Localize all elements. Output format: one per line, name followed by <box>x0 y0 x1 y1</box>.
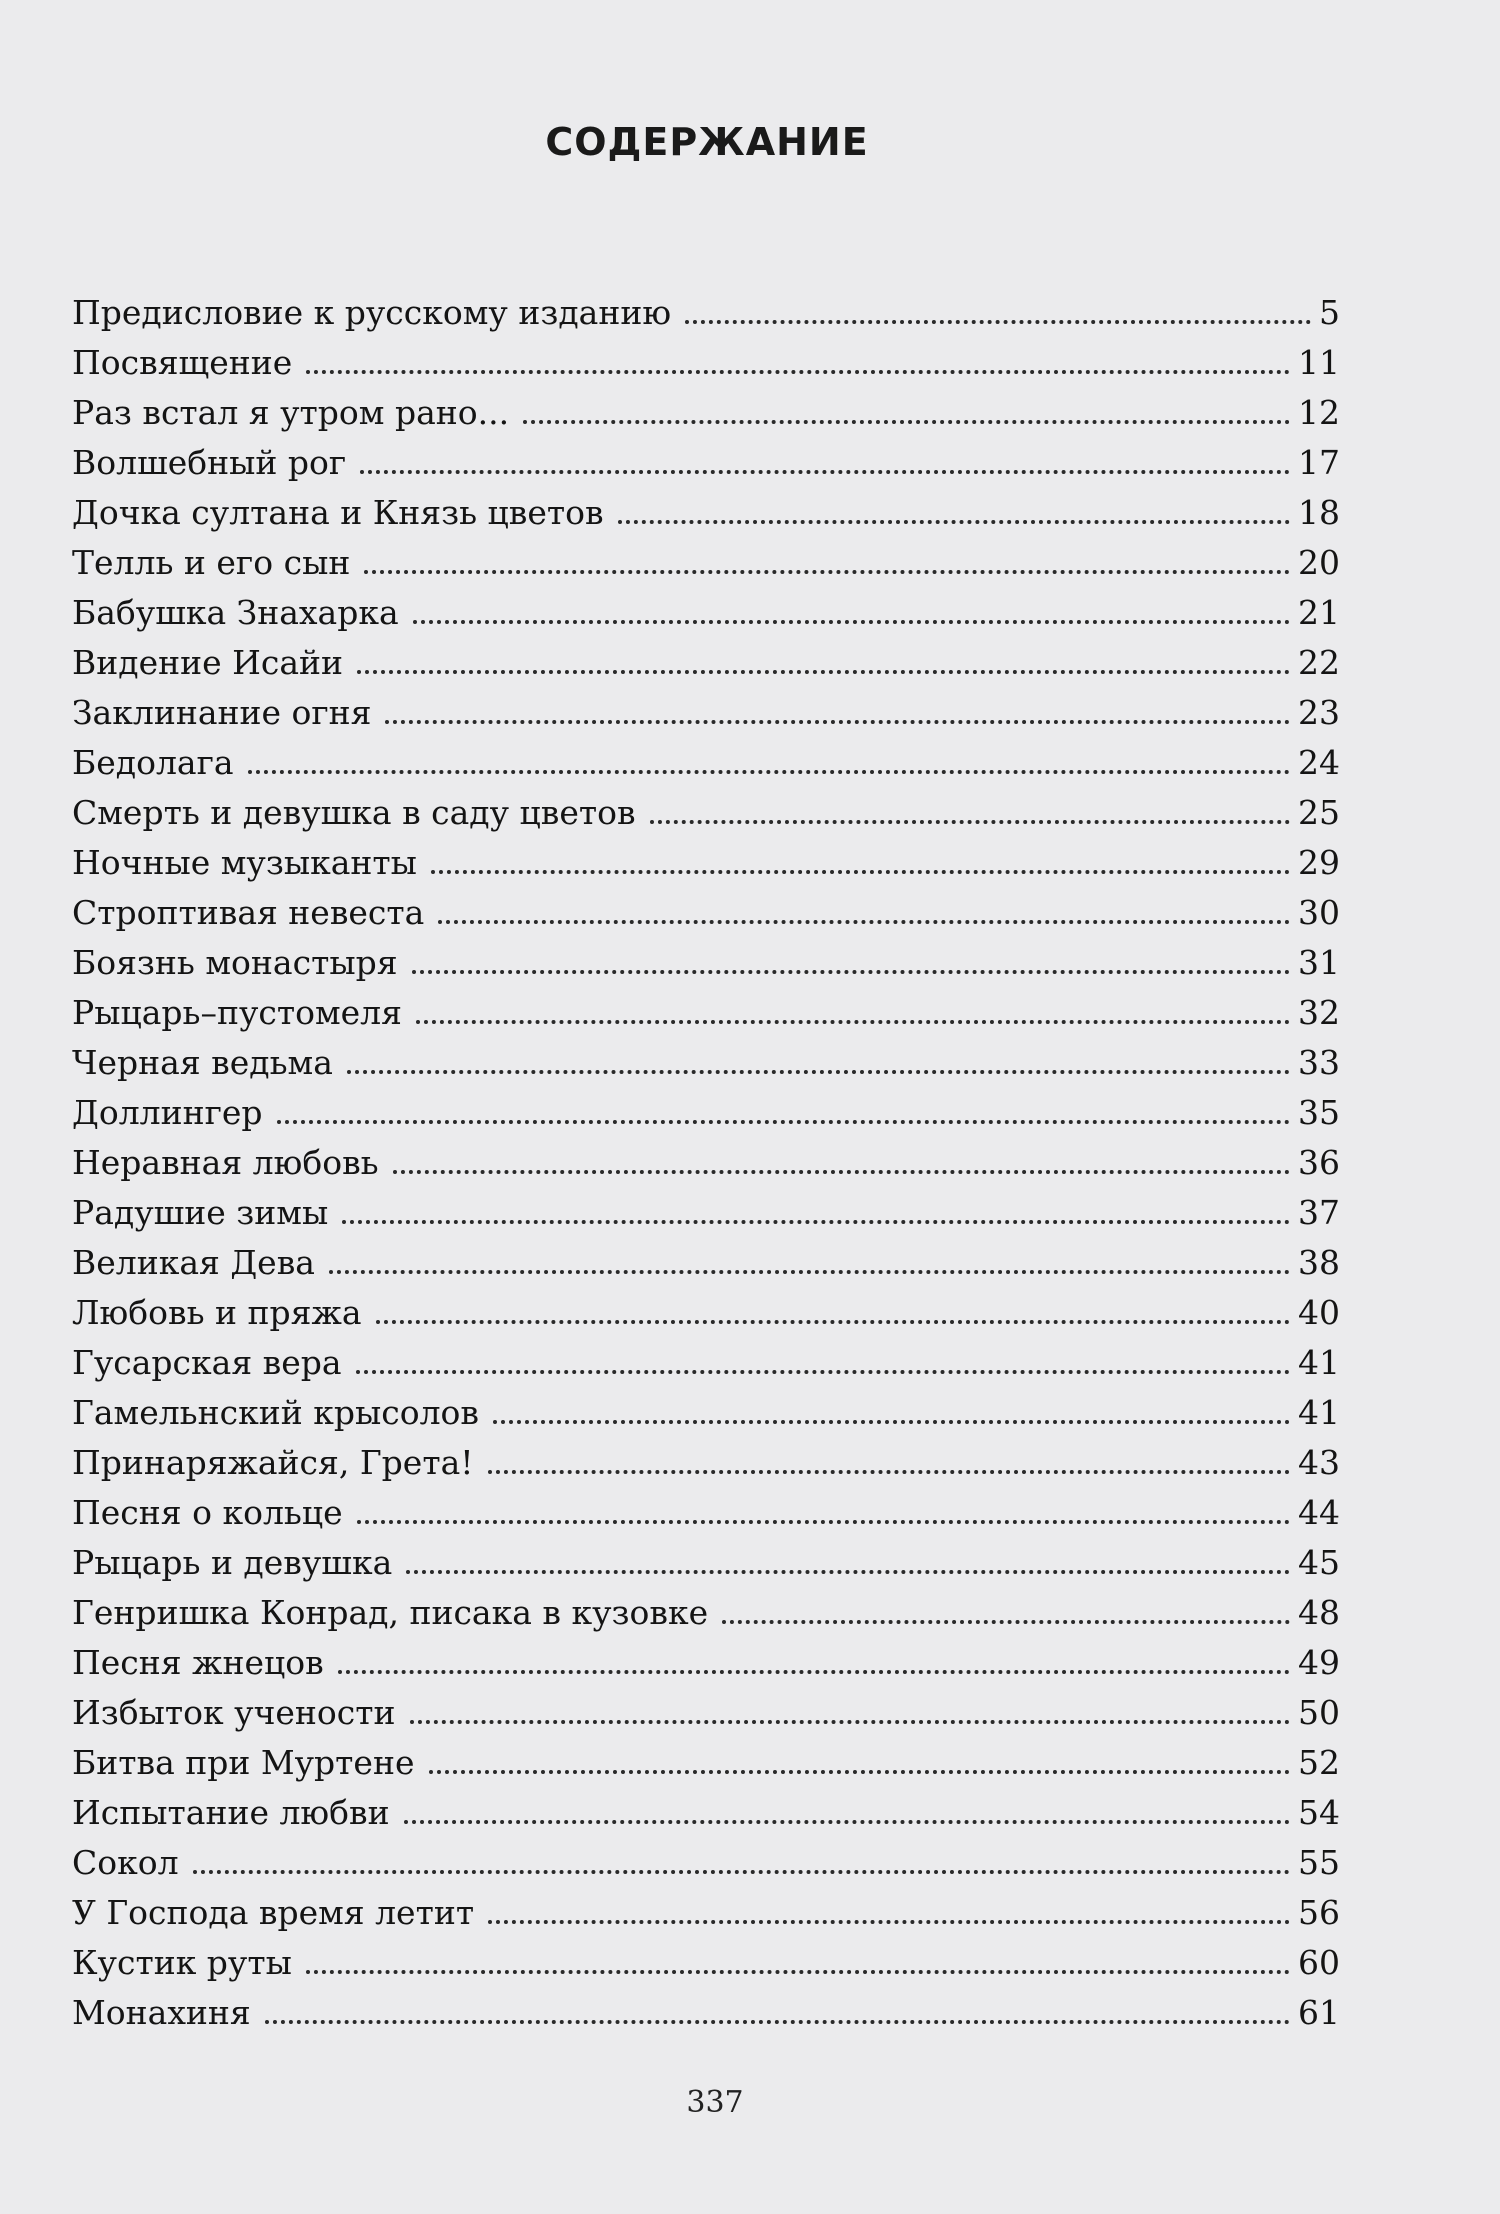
toc-entry <box>72 1838 1340 1888</box>
toc-entry-title: Раз встал я утром рано... <box>72 393 510 432</box>
toc-entry-title: Волшебный рог <box>72 443 347 482</box>
dot-leader <box>523 420 1290 424</box>
toc-entry-page: 33 <box>1298 1043 1340 1082</box>
toc-entry-page: 18 <box>1298 493 1340 532</box>
toc-entry <box>72 1538 1340 1588</box>
toc-entry-title: Радушие зимы <box>72 1193 329 1232</box>
toc-entry <box>72 1088 1340 1138</box>
toc-entry-page: 30 <box>1298 893 1340 932</box>
toc-entry-title: Черная ведьма <box>72 1043 333 1082</box>
toc-entry-title: Кустик руты <box>72 1943 292 1982</box>
dot-leader <box>376 1320 1291 1324</box>
toc-entry-page: 43 <box>1298 1443 1340 1482</box>
toc-entry-page: 12 <box>1298 393 1340 432</box>
toc-entry <box>72 538 1340 588</box>
dot-leader <box>412 970 1290 974</box>
dot-leader <box>438 920 1290 924</box>
toc-entry-title: Доллингер <box>72 1093 263 1132</box>
toc-entry <box>72 1788 1340 1838</box>
dot-leader <box>416 1020 1290 1024</box>
dot-leader <box>306 1970 1290 1974</box>
toc-entry-title: Песня о кольце <box>72 1493 343 1532</box>
dot-leader <box>306 370 1290 374</box>
dot-leader <box>248 770 1290 774</box>
toc-entry-page: 35 <box>1298 1093 1340 1132</box>
toc-entry <box>72 1988 1340 2038</box>
toc-entry-title: Испытание любви <box>72 1793 390 1832</box>
toc-entry-title: Ночные музыканты <box>72 843 417 882</box>
toc-entry <box>72 1638 1340 1688</box>
toc-entry <box>72 1688 1340 1738</box>
toc-entry-title: Бедолага <box>72 743 234 782</box>
toc-entry-page: 31 <box>1298 943 1340 982</box>
toc-entry <box>72 988 1340 1038</box>
dot-leader <box>410 1720 1290 1724</box>
toc-entry-page: 32 <box>1298 993 1340 1032</box>
toc-entry <box>72 1888 1340 1938</box>
toc-entry-page: 38 <box>1298 1243 1340 1282</box>
toc-entry-page: 44 <box>1298 1493 1340 1532</box>
toc-entry <box>72 338 1340 388</box>
dot-leader <box>357 670 1290 674</box>
toc-entry-title: Неравная любовь <box>72 1143 379 1182</box>
toc-entry-title: Любовь и пряжа <box>72 1293 362 1332</box>
toc-entry-title: Гамельнский крысолов <box>72 1393 480 1432</box>
toc-entry-title: Предисловие к русскому изданию <box>72 293 672 332</box>
dot-leader <box>413 620 1290 624</box>
toc-entry-page: 20 <box>1298 543 1340 582</box>
toc-entry-title: Генришка Конрад, писака в кузовке <box>72 1593 709 1632</box>
toc-entry <box>72 1738 1340 1788</box>
toc-entry-title: Монахиня <box>72 1993 251 2032</box>
toc-entry <box>72 1388 1340 1438</box>
toc-entry-page: 52 <box>1298 1743 1340 1782</box>
toc-entry <box>72 1138 1340 1188</box>
toc-entry-title: Рыцарь–пустомеля <box>72 993 402 1032</box>
dot-leader <box>329 1270 1290 1274</box>
toc-entry-title: Посвящение <box>72 343 293 382</box>
toc-entry-title: Строптивая невеста <box>72 893 425 932</box>
toc-entry <box>72 1188 1340 1238</box>
dot-leader <box>357 1520 1290 1524</box>
toc-entry-page: 24 <box>1298 743 1340 782</box>
toc-entry <box>72 1238 1340 1288</box>
dot-leader <box>404 1820 1290 1824</box>
dot-leader <box>356 1370 1290 1374</box>
table-of-contents <box>72 288 1340 2038</box>
toc-entry-title: Дочка султана и Князь цветов <box>72 493 604 532</box>
toc-entry <box>72 1338 1340 1388</box>
toc-entry-title: Рыцарь и девушка <box>72 1543 393 1582</box>
dot-leader <box>493 1420 1290 1424</box>
dot-leader <box>385 720 1290 724</box>
dot-leader <box>342 1220 1290 1224</box>
toc-entry-page: 29 <box>1298 843 1340 882</box>
toc-entry-page: 17 <box>1298 443 1340 482</box>
toc-entry <box>72 788 1340 838</box>
toc-entry-page: 40 <box>1298 1293 1340 1332</box>
toc-entry-page: 5 <box>1319 293 1340 332</box>
toc-entry <box>72 388 1340 438</box>
toc-entry <box>72 688 1340 738</box>
toc-entry <box>72 838 1340 888</box>
dot-leader <box>618 520 1290 524</box>
dot-leader <box>429 1770 1291 1774</box>
toc-entry-page: 55 <box>1298 1843 1340 1882</box>
dot-leader <box>488 1920 1290 1924</box>
toc-entry-title: Гусарская вера <box>72 1343 342 1382</box>
toc-entry-title: Битва при Муртене <box>72 1743 415 1782</box>
toc-entry-page: 41 <box>1298 1343 1340 1382</box>
dot-leader <box>265 2020 1290 2024</box>
toc-entry-page: 48 <box>1298 1593 1340 1632</box>
toc-entry <box>72 438 1340 488</box>
toc-entry-page: 25 <box>1298 793 1340 832</box>
toc-entry-title: Видение Исайи <box>72 643 344 682</box>
toc-entry-title: Избыток учености <box>72 1693 396 1732</box>
dot-leader <box>406 1570 1290 1574</box>
toc-entry-page: 45 <box>1298 1543 1340 1582</box>
toc-entry <box>72 1038 1340 1088</box>
toc-entry <box>72 1288 1340 1338</box>
dot-leader <box>277 1120 1290 1124</box>
toc-entry <box>72 738 1340 788</box>
toc-entry <box>72 588 1340 638</box>
toc-entry-title: Бабушка Знахарка <box>72 593 399 632</box>
dot-leader <box>650 820 1290 824</box>
dot-leader <box>364 570 1290 574</box>
dot-leader <box>431 870 1290 874</box>
toc-entry-page: 50 <box>1298 1693 1340 1732</box>
toc-entry-page: 61 <box>1298 1993 1340 2032</box>
dot-leader <box>338 1670 1290 1674</box>
toc-entry-page: 49 <box>1298 1643 1340 1682</box>
toc-entry-title: Смерть и девушка в саду цветов <box>72 793 636 832</box>
toc-entry <box>72 488 1340 538</box>
toc-entry-page: 21 <box>1298 593 1340 632</box>
toc-entry-page: 54 <box>1298 1793 1340 1832</box>
toc-entry-title: Заклинание огня <box>72 693 372 732</box>
toc-entry-title: Принаряжайся, Грета! <box>72 1443 474 1482</box>
toc-entry <box>72 638 1340 688</box>
toc-entry-page: 23 <box>1298 693 1340 732</box>
toc-entry-page: 22 <box>1298 643 1340 682</box>
dot-leader <box>347 1070 1290 1074</box>
page-title: СОДЕРЖАНИЕ <box>545 120 869 164</box>
dot-leader <box>193 1870 1290 1874</box>
toc-entry-title: Сокол <box>72 1843 179 1882</box>
toc-entry <box>72 1438 1340 1488</box>
toc-entry <box>72 938 1340 988</box>
toc-entry-page: 37 <box>1298 1193 1340 1232</box>
toc-entry-title: Боязнь монастыря <box>72 943 398 982</box>
toc-entry-page: 41 <box>1298 1393 1340 1432</box>
toc-entry <box>72 888 1340 938</box>
toc-entry <box>72 288 1340 338</box>
toc-entry <box>72 1488 1340 1538</box>
toc-entry-title: У Господа время летит <box>72 1893 475 1932</box>
toc-entry-page: 36 <box>1298 1143 1340 1182</box>
toc-entry-page: 60 <box>1298 1943 1340 1982</box>
page-number: 337 <box>686 2085 744 2120</box>
dot-leader <box>360 470 1290 474</box>
toc-entry-title: Песня жнецов <box>72 1643 324 1682</box>
toc-entry-page: 11 <box>1298 343 1340 382</box>
dot-leader <box>722 1620 1290 1624</box>
toc-entry <box>72 1588 1340 1638</box>
toc-entry-page: 56 <box>1298 1893 1340 1932</box>
dot-leader <box>393 1170 1290 1174</box>
toc-entry-title: Телль и его сын <box>72 543 351 582</box>
toc-entry-title: Великая Дева <box>72 1243 315 1282</box>
toc-entry <box>72 1938 1340 1988</box>
dot-leader <box>685 320 1311 324</box>
dot-leader <box>488 1470 1290 1474</box>
